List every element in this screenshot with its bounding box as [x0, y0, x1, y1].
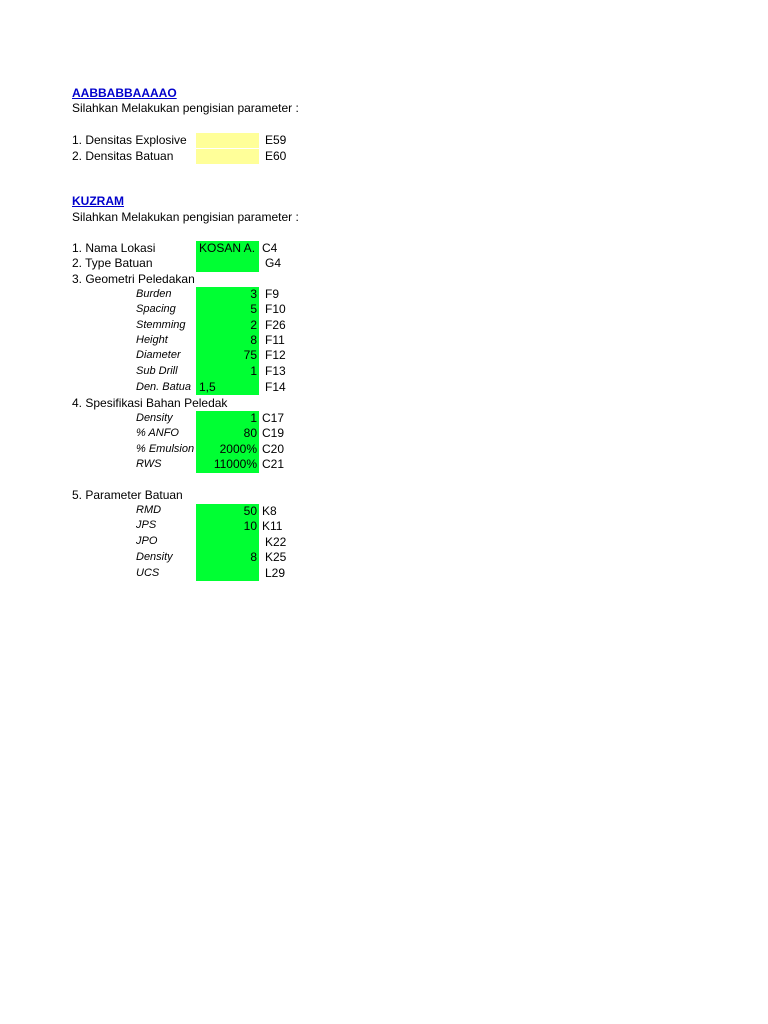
cell-ref: G4: [265, 256, 282, 270]
ucs-input[interactable]: [196, 566, 259, 581]
cell-value: 80: [243, 426, 257, 440]
cell-value: KOSAN A.: [199, 241, 256, 255]
parameter-batuan-label: 5. Parameter Batuan: [72, 488, 183, 502]
cell-ref: K8: [262, 504, 277, 518]
height-input[interactable]: [196, 333, 259, 348]
cell-ref: F14: [265, 380, 286, 394]
cell-value: 1: [250, 411, 257, 425]
cell-ref: E59: [265, 133, 287, 147]
cell-value: 10: [243, 519, 257, 533]
cell-value: 1,5: [199, 380, 216, 394]
param-label: Den. Batua: [136, 381, 192, 393]
cell-ref: F11: [265, 333, 285, 347]
param-label: RMD: [136, 504, 162, 516]
jpo-input[interactable]: [196, 535, 259, 550]
param-label: % Emulsion: [136, 443, 195, 455]
den-batuan-input[interactable]: [196, 380, 259, 395]
param-label: Spacing: [136, 303, 176, 315]
cell-value: 11000%: [213, 457, 257, 471]
section-instruction: Silahkan Melakukan pengisian parameter :: [72, 210, 299, 224]
param-label: Height: [136, 334, 168, 346]
cell-ref: F12: [265, 348, 286, 362]
cell-ref: F10: [265, 302, 286, 316]
cell-ref: E60: [265, 149, 287, 163]
sub-drill-input[interactable]: [196, 364, 259, 379]
spesifikasi-label: 4. Spesifikasi Bahan Peledak: [72, 396, 228, 410]
param-label: Density: [136, 412, 173, 424]
param-label: Burden: [136, 288, 172, 300]
cell-ref: K25: [265, 550, 287, 564]
type-batuan-input[interactable]: [196, 256, 259, 271]
cell-ref: K22: [265, 535, 287, 549]
burden-input[interactable]: [196, 287, 259, 302]
densitas-batuan-input[interactable]: [196, 149, 259, 164]
cell-value: 2000%: [219, 442, 257, 456]
section-title-aab[interactable]: AABBABBAAAAO: [72, 86, 177, 100]
cell-value: 2: [250, 318, 257, 332]
section-instruction: Silahkan Melakukan pengisian parameter :: [72, 101, 299, 115]
param-label: Sub Drill: [136, 365, 178, 377]
cell-ref: F9: [265, 287, 280, 301]
cell-value: 8: [250, 550, 257, 564]
cell-value: 5: [250, 302, 257, 316]
param-label: JPS: [136, 519, 157, 531]
cell-value: 75: [243, 348, 257, 362]
cell-ref: C17: [262, 411, 285, 425]
cell-ref: C4: [262, 241, 278, 255]
rock-density-input[interactable]: [196, 550, 259, 565]
param-label: % ANFO: [136, 427, 179, 439]
density-input[interactable]: [196, 411, 259, 426]
param-label: Density: [136, 551, 173, 563]
param-label: UCS: [136, 567, 160, 579]
cell-value: 8: [250, 333, 257, 347]
cell-ref: C21: [262, 457, 285, 471]
cell-ref: C20: [262, 442, 285, 456]
cell-value: 50: [243, 504, 257, 518]
cell-ref: F13: [265, 364, 286, 378]
diameter-input[interactable]: [196, 348, 259, 363]
type-batuan-label: 2. Type Batuan: [72, 256, 153, 270]
cell-ref: K11: [262, 519, 283, 533]
geometri-peledakan-label: 3. Geometri Peledakan: [72, 272, 195, 286]
anfo-input[interactable]: [196, 426, 259, 441]
densitas-explosive-input[interactable]: [196, 133, 259, 148]
cell-value: 3: [250, 287, 257, 301]
nama-lokasi-input[interactable]: [196, 241, 259, 256]
spacing-input[interactable]: [196, 302, 259, 317]
rws-input[interactable]: [196, 457, 259, 472]
param-label: Diameter: [136, 349, 181, 361]
stemming-input[interactable]: [196, 318, 259, 333]
cell-value: 1: [250, 364, 257, 378]
param-label: Stemming: [136, 319, 186, 331]
emulsion-input[interactable]: [196, 442, 259, 457]
cell-ref: C19: [262, 426, 285, 440]
rmd-input[interactable]: [196, 504, 259, 519]
section-title-kuzram[interactable]: KUZRAM: [72, 194, 124, 208]
param-label: RWS: [136, 458, 162, 470]
densitas-explosive-label: 1. Densitas Explosive: [72, 133, 187, 147]
nama-lokasi-label: 1. Nama Lokasi: [72, 241, 156, 255]
cell-ref: F26: [265, 318, 286, 332]
cell-ref: L29: [265, 566, 286, 580]
jps-input[interactable]: [196, 519, 259, 534]
param-label: JPO: [136, 535, 158, 547]
densitas-batuan-label: 2. Densitas Batuan: [72, 149, 174, 163]
